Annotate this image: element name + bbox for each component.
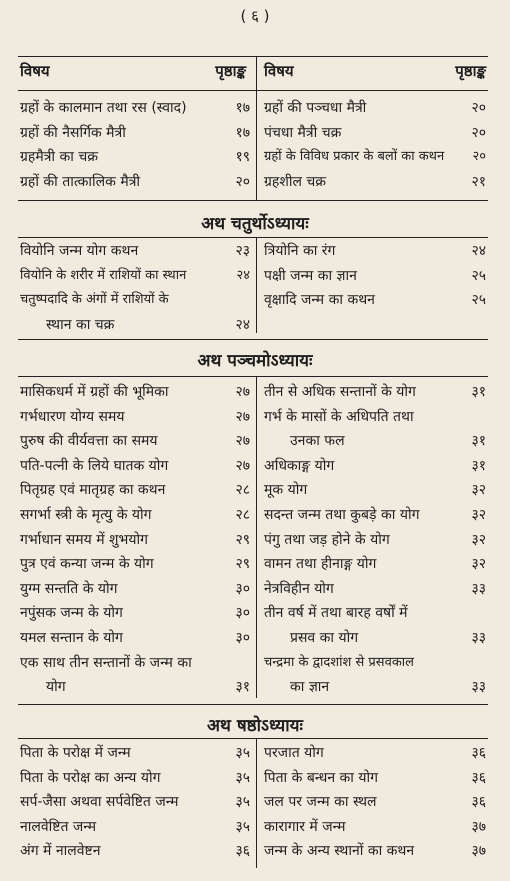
toc-entry [264, 675, 486, 700]
chapter5-left-column [20, 380, 250, 700]
toc-entry-page: ३२ [471, 531, 486, 548]
toc-entry-title: पुरुष की वीर्यवत्ता का समय [20, 433, 158, 450]
toc-entry-title: ग्रहों की नैसर्गिक मैत्री [20, 124, 126, 141]
toc-entry-title: स्थान का चक्र [46, 316, 115, 333]
toc-entry-title: गर्भधारण योग्य समय [20, 408, 125, 425]
toc-entry [20, 96, 250, 121]
toc-entry-page: २० [472, 149, 486, 165]
toc-entry-page: २९ [235, 531, 250, 548]
toc-entry [264, 170, 486, 195]
toc-entry-page: २४ [471, 243, 486, 259]
toc-entry-title: ग्रहों की पञ्चधा मैत्री [264, 100, 367, 116]
block1-bottom-rule [18, 200, 488, 201]
toc-entry-page: १७ [235, 100, 250, 116]
toc-entry-title: सगर्भा स्त्री के मृत्यु के योग [20, 506, 152, 523]
toc-entry-title: उनका फल [290, 433, 345, 450]
toc-entry [264, 288, 486, 313]
toc-entry [264, 121, 486, 146]
header-left [20, 61, 246, 89]
toc-entry-title: जन्म के अन्य स्थानों का कथन [264, 843, 415, 860]
toc-entry-page: ३७ [471, 843, 486, 860]
toc-entry [264, 790, 486, 815]
toc-entry-page: ३१ [235, 679, 250, 696]
toc-entry [20, 790, 250, 815]
toc-entry-title: कारागार में जन्म [264, 818, 346, 835]
column-divider [256, 57, 257, 200]
toc-entry-page: ३३ [471, 629, 486, 646]
toc-entry-page: २५ [471, 267, 486, 284]
toc-entry-page: ३५ [235, 818, 250, 835]
toc-entry-page: २३ [235, 243, 250, 259]
toc-entry [264, 528, 486, 553]
toc-entry-page: ३५ [235, 794, 250, 811]
toc-entry [20, 170, 250, 195]
toc-entry-page: ३३ [471, 679, 486, 696]
chapter4-bottom-rule [18, 339, 488, 340]
toc-entry-page: २४ [235, 316, 250, 333]
chapter6-top-rule [18, 738, 488, 739]
toc-entry-title: पिता के बन्धन का योग [264, 769, 378, 786]
header-right [264, 61, 486, 89]
toc-entry-title: चन्द्रमा के द्वादशांश से प्रसवकाल [264, 654, 414, 670]
toc-entry-title: अधिकाङ्ग योग [264, 457, 335, 474]
toc-entry [264, 601, 486, 626]
toc-entry [20, 675, 250, 700]
toc-entry [264, 380, 486, 405]
chapter6-left-column [20, 741, 250, 864]
toc-entry [20, 528, 250, 553]
toc-entry [20, 626, 250, 651]
chapter5-top-rule [18, 376, 488, 377]
toc-entry-title: पंचधा मैत्री चक्र [264, 124, 342, 141]
toc-entry-title: पितृग्रह एवं मातृग्रह का कथन [20, 482, 166, 499]
toc-entry-page: ३० [235, 580, 250, 597]
toc-entry-page: ३६ [471, 769, 486, 786]
toc-entry [20, 313, 250, 338]
toc-entry [20, 552, 250, 577]
toc-entry-page: २० [235, 173, 250, 190]
toc-entry-page: २७ [235, 433, 250, 450]
toc-entry-title: ग्रहों के कालमान तथा रस (स्वाद) [20, 100, 187, 116]
toc-entry-page: २० [471, 124, 486, 141]
toc-entry [20, 405, 250, 430]
toc-entry-title: पति-पत्नी के लिये घातक योग [20, 457, 169, 474]
toc-entry [264, 454, 486, 479]
chapter4-left-column [20, 239, 250, 337]
toc-entry-title: जल पर जन्म का स्थल [264, 794, 377, 811]
toc-entry [264, 839, 486, 864]
header-page-label: पृष्ठाङ्क [455, 62, 486, 80]
toc-entry [264, 503, 486, 528]
toc-entry [264, 405, 486, 430]
header-subject-label: विषय [264, 62, 294, 80]
toc-entry-page: ३१ [471, 384, 486, 400]
toc-entry-title: नेत्रविहीन योग [264, 580, 334, 597]
toc-entry-page: १९ [235, 149, 250, 166]
toc-entry-page: २७ [235, 408, 250, 425]
toc-entry [20, 815, 250, 840]
column-divider [256, 376, 257, 698]
toc-entry [264, 96, 486, 121]
header-page-label: पृष्ठाङ्क [215, 62, 246, 80]
toc-entry-page: २४ [236, 267, 250, 283]
header-bottom-rule [18, 90, 488, 91]
toc-entry-page: ३५ [235, 769, 250, 786]
toc-entry-page: २१ [471, 173, 486, 190]
toc-entry [20, 839, 250, 864]
chapter4-heading: अथ चतुर्थोऽध्यायः [201, 214, 309, 234]
toc-entry [264, 815, 486, 840]
toc-entry-title: पिता के परोक्ष में जन्म [20, 745, 131, 761]
toc-entry [20, 264, 250, 289]
toc-entry-page: ३६ [235, 843, 250, 860]
toc-entry [264, 239, 486, 264]
toc-entry [20, 766, 250, 791]
toc-entry [20, 651, 250, 676]
toc-entry [264, 651, 486, 676]
toc-entry-title: अंग में नालवेष्टन [20, 843, 101, 860]
column-divider [256, 738, 257, 868]
toc-entry-title: तीन वर्ष में तथा बारह वर्षों में [264, 605, 408, 622]
toc-entry [20, 145, 250, 170]
toc-entry-title: पुत्र एवं कन्या जन्म के योग [20, 556, 154, 573]
chapter5-bottom-rule [18, 704, 488, 705]
toc-entry [264, 552, 486, 577]
toc-entry-page: ३७ [471, 818, 486, 835]
chapter5-right-column [264, 380, 486, 700]
toc-entry-title: एक साथ तीन सन्तानों के जन्म का [20, 654, 192, 671]
toc-entry [264, 478, 486, 503]
toc-entry-title: प्रसव का योग [290, 629, 359, 646]
toc-entry-title: गर्भाधान समय में शुभयोग [20, 531, 149, 548]
toc-entry [20, 239, 250, 264]
toc-entry [264, 145, 486, 170]
toc-entry-title: वियोनि जन्म योग कथन [20, 243, 139, 259]
toc-entry [264, 626, 486, 651]
toc-entry [264, 741, 486, 766]
toc-entry-title: गर्भ के मासों के अधिपति तथा [264, 408, 414, 425]
toc-entry [264, 577, 486, 602]
toc-entry-title: का ज्ञान [290, 679, 330, 696]
toc-entry [20, 380, 250, 405]
toc-entry-title: ग्रहों के विविध प्रकार के बलों का कथन [264, 149, 445, 165]
toc-entry-title: नालवेष्टित जन्म [20, 818, 97, 835]
toc-entry-page: ३६ [471, 794, 486, 811]
toc-entry-page: ३६ [471, 745, 486, 761]
toc-entry-title: सदन्त जन्म तथा कुबड़े का योग [264, 506, 420, 523]
toc-entry-title: पिता के परोक्ष का अन्य योग [20, 769, 161, 786]
toc-entry [20, 454, 250, 479]
toc-entry-title: तीन से अधिक सन्तानों के योग [264, 384, 416, 400]
toc-entry-page: ३० [235, 605, 250, 622]
toc-entry-page: २९ [235, 556, 250, 573]
chapter6-heading: अथ षष्ठोऽध्यायः [207, 716, 303, 736]
toc-entry-page: २७ [235, 384, 250, 400]
toc-entry-page: ३१ [471, 457, 486, 474]
toc-entry-title: युग्म सन्तति के योग [20, 580, 118, 597]
toc-entry-title: सर्प-जैसा अथवा सर्पवेष्टित जन्म [20, 794, 179, 811]
toc-entry-title: यमल सन्तान के योग [20, 629, 123, 646]
toc-entry-page: २८ [235, 482, 250, 499]
toc-entry-page: २७ [235, 457, 250, 474]
toc-entry [20, 503, 250, 528]
toc-entry-title: मूक योग [264, 482, 308, 499]
toc-entry-page: १७ [235, 124, 250, 141]
toc-entry-title: वामन तथा हीनाङ्ग योग [264, 556, 377, 573]
toc-entry [20, 429, 250, 454]
header-top-rule [18, 56, 488, 57]
toc-entry-title: परजात योग [264, 745, 324, 761]
toc-entry-title: चतुष्पदादि के अंगों में राशियों के [20, 292, 169, 308]
toc-entry [20, 478, 250, 503]
toc-entry-title: मासिकधर्म में ग्रहों की भूमिका [20, 384, 169, 400]
column-divider [256, 237, 257, 333]
toc-entry [20, 121, 250, 146]
toc-entry-page: ३० [235, 629, 250, 646]
page-number: ( ६ ) [240, 7, 270, 25]
toc-entry [20, 741, 250, 766]
chapter4-top-rule [18, 237, 488, 238]
header-subject-label: विषय [20, 62, 50, 80]
toc-entry-title: नपुंसक जन्म के योग [20, 605, 123, 622]
toc-entry-page: २८ [235, 506, 250, 523]
chapter4-right-column [264, 239, 486, 313]
toc-entry [20, 601, 250, 626]
toc-entry-page: ३५ [235, 745, 250, 761]
toc-entry-page: ३१ [471, 433, 486, 450]
toc-entry [20, 288, 250, 313]
toc-entry-title: वियोनि के शरीर में राशियों का स्थान [20, 267, 187, 283]
toc-entry-title: वृक्षादि जन्म का कथन [264, 292, 375, 309]
toc-entry-title: त्रियोनि का रंग [264, 243, 336, 259]
block1-right-column [264, 96, 486, 194]
toc-entry [20, 577, 250, 602]
toc-entry-page: ३२ [471, 506, 486, 523]
toc-entry-title: ग्रहमैत्री का चक्र [20, 149, 98, 166]
toc-entry-title: ग्रहों की तात्कालिक मैत्री [20, 173, 141, 190]
toc-entry-title: पंगु तथा जड़ होने के योग [264, 531, 390, 548]
toc-entry-page: २० [471, 100, 486, 116]
toc-entry-page: ३२ [471, 556, 486, 573]
toc-entry-title: योग [46, 679, 66, 696]
toc-entry [264, 766, 486, 791]
toc-entry [264, 429, 486, 454]
chapter5-heading: अथ पञ्चमोऽध्यायः [197, 351, 313, 371]
toc-entry-title: ग्रहशील चक्र [264, 173, 327, 190]
chapter6-right-column [264, 741, 486, 864]
toc-entry [264, 264, 486, 289]
block1-left-column [20, 96, 250, 194]
toc-entry-page: ३२ [471, 482, 486, 499]
toc-entry-page: ३३ [471, 580, 486, 597]
toc-entry-title: पक्षी जन्म का ज्ञान [264, 267, 357, 284]
toc-entry-page: २५ [471, 292, 486, 309]
